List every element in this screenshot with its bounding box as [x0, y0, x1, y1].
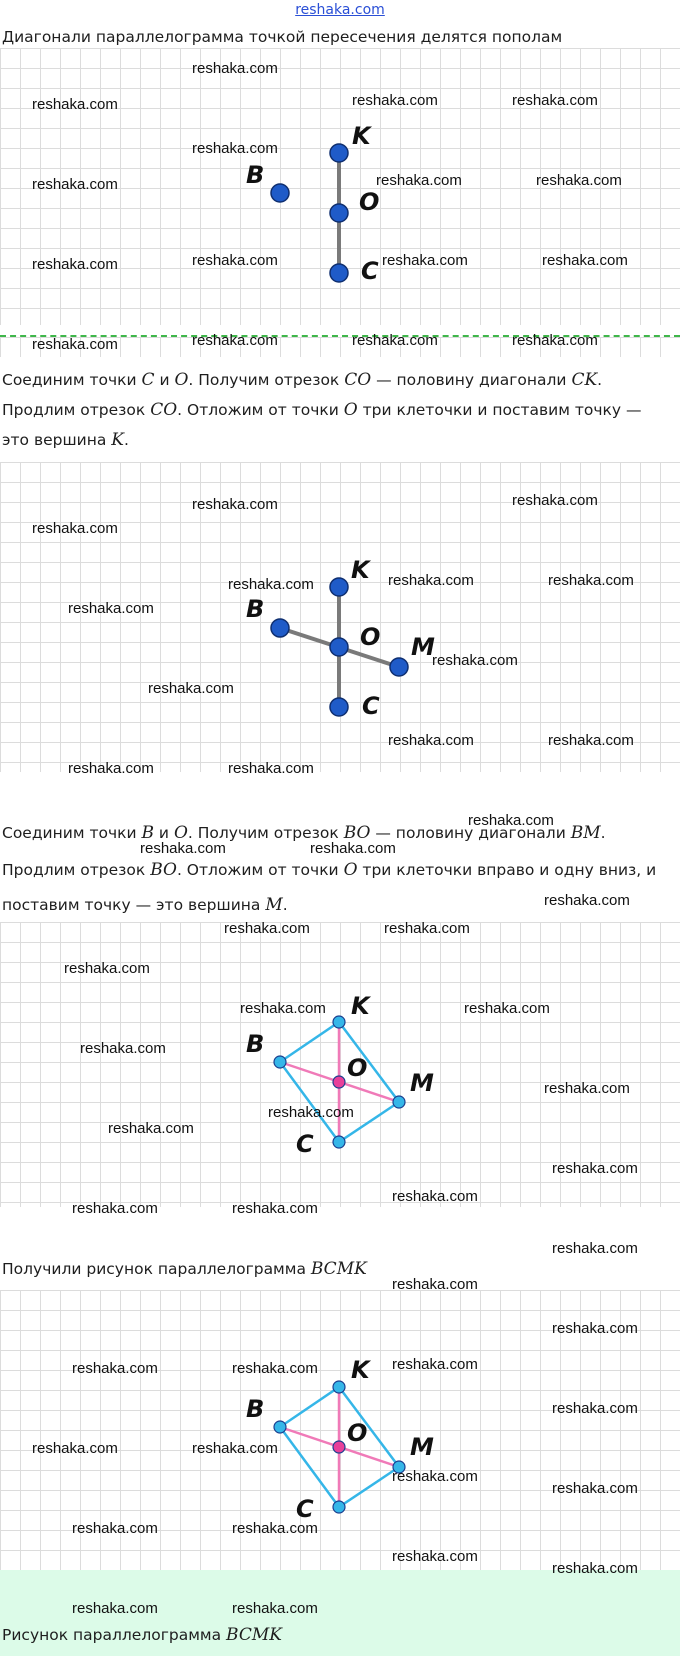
- watermark: reshaka.com: [512, 92, 598, 109]
- watermark: reshaka.com: [192, 496, 278, 513]
- label-o: O: [360, 623, 381, 651]
- watermark: reshaka.com: [32, 336, 118, 353]
- watermark: reshaka.com: [552, 1560, 638, 1577]
- watermark: reshaka.com: [392, 1468, 478, 1485]
- watermark: reshaka.com: [32, 96, 118, 113]
- watermark: reshaka.com: [108, 1120, 194, 1137]
- watermark: reshaka.com: [192, 1440, 278, 1457]
- label-k: K: [352, 122, 371, 150]
- watermark: reshaka.com: [382, 252, 468, 269]
- watermark: reshaka.com: [224, 920, 310, 937]
- watermark: reshaka.com: [552, 1320, 638, 1337]
- watermark: reshaka.com: [268, 1104, 354, 1121]
- watermark: reshaka.com: [192, 140, 278, 157]
- watermark: reshaka.com: [148, 680, 234, 697]
- watermark: reshaka.com: [72, 1520, 158, 1537]
- watermark: reshaka.com: [392, 1548, 478, 1565]
- watermark: reshaka.com: [542, 252, 628, 269]
- watermark: reshaka.com: [32, 520, 118, 537]
- point-k: [330, 144, 348, 162]
- step-1-line-3: это вершина K.: [2, 430, 129, 450]
- watermark: reshaka.com: [72, 1600, 158, 1617]
- label-b: B: [246, 161, 265, 189]
- label-k: K: [351, 992, 370, 1020]
- watermark: reshaka.com: [384, 920, 470, 937]
- watermark: reshaka.com: [552, 1400, 638, 1417]
- label-b: B: [246, 1395, 265, 1423]
- label-b: B: [246, 595, 265, 623]
- watermark: reshaka.com: [548, 732, 634, 749]
- watermark: reshaka.com: [392, 1188, 478, 1205]
- watermark: reshaka.com: [68, 600, 154, 617]
- watermark: reshaka.com: [232, 1520, 318, 1537]
- watermark: reshaka.com: [64, 960, 150, 977]
- watermark: reshaka.com: [72, 1360, 158, 1377]
- watermark: reshaka.com: [468, 812, 554, 829]
- point-o: [333, 1441, 345, 1453]
- watermark: reshaka.com: [544, 1080, 630, 1097]
- watermark: reshaka.com: [512, 492, 598, 509]
- watermark: reshaka.com: [388, 572, 474, 589]
- point-b: [274, 1421, 286, 1433]
- watermark: reshaka.com: [232, 1200, 318, 1217]
- label-o: O: [359, 188, 380, 216]
- label-o: O: [347, 1419, 368, 1447]
- point-m: [393, 1096, 405, 1108]
- point-o: [330, 638, 348, 656]
- watermark: reshaka.com: [376, 172, 462, 189]
- watermark: reshaka.com: [240, 1000, 326, 1017]
- label-m: M: [410, 1433, 434, 1461]
- watermark: reshaka.com: [192, 332, 278, 349]
- watermark: reshaka.com: [228, 760, 314, 777]
- point-k: [333, 1381, 345, 1393]
- point-k: [330, 578, 348, 596]
- watermark: reshaka.com: [552, 1480, 638, 1497]
- watermark: reshaka.com: [544, 892, 630, 909]
- label-c: C: [296, 1130, 314, 1158]
- watermark: reshaka.com: [232, 1600, 318, 1617]
- label-c: C: [362, 692, 380, 720]
- watermark: reshaka.com: [32, 176, 118, 193]
- watermark: reshaka.com: [72, 1200, 158, 1217]
- watermark: reshaka.com: [552, 1240, 638, 1257]
- watermark: reshaka.com: [352, 332, 438, 349]
- watermark: reshaka.com: [392, 1276, 478, 1293]
- watermark: reshaka.com: [140, 840, 226, 857]
- label-k: K: [351, 556, 370, 584]
- point-c: [330, 698, 348, 716]
- point-c: [330, 264, 348, 282]
- point-o: [333, 1076, 345, 1088]
- watermark: reshaka.com: [310, 840, 396, 857]
- point-b: [271, 184, 289, 202]
- watermark: reshaka.com: [192, 252, 278, 269]
- watermark: reshaka.com: [32, 1440, 118, 1457]
- step-2-line-2: Продлим отрезок BO. Отложим от точки O три клеточки вправо и одну вниз, и: [2, 860, 657, 880]
- point-o: [330, 204, 348, 222]
- watermark: reshaka.com: [512, 332, 598, 349]
- label-k: K: [351, 1356, 370, 1384]
- result-line: Получили рисунок параллелограмма BCMK: [2, 1259, 367, 1279]
- label-m: M: [410, 1069, 434, 1097]
- label-m: M: [411, 633, 435, 661]
- point-m: [390, 658, 408, 676]
- watermark: reshaka.com: [432, 652, 518, 669]
- label-o: O: [347, 1054, 368, 1082]
- point-b: [271, 619, 289, 637]
- watermark: reshaka.com: [80, 1040, 166, 1057]
- watermark: reshaka.com: [228, 576, 314, 593]
- label-c: C: [361, 257, 379, 285]
- watermark: reshaka.com: [192, 60, 278, 77]
- heading: Диагонали параллелограмма точкой пересечения делятся пополам: [2, 28, 563, 46]
- point-k: [333, 1016, 345, 1028]
- watermark: reshaka.com: [352, 92, 438, 109]
- watermark: reshaka.com: [548, 572, 634, 589]
- site-link[interactable]: reshaka.com: [295, 2, 385, 18]
- step-1-line-1: Соединим точки C и O. Получим отрезок CO — половину диагонали CK.: [2, 370, 603, 390]
- watermark: reshaka.com: [32, 256, 118, 273]
- watermark: reshaka.com: [552, 1160, 638, 1177]
- watermark: reshaka.com: [536, 172, 622, 189]
- point-c: [333, 1136, 345, 1148]
- label-c: C: [296, 1495, 314, 1523]
- step-2-line-3: поставим точку — это вершина M.: [2, 895, 288, 915]
- label-b: B: [246, 1030, 265, 1058]
- step-2-line-1: Соединим точки B и O. Получим отрезок BO — половину диагонали BM.: [2, 823, 606, 843]
- point-c: [333, 1501, 345, 1513]
- watermark: reshaka.com: [68, 760, 154, 777]
- point-b: [274, 1056, 286, 1068]
- watermark: reshaka.com: [388, 732, 474, 749]
- watermark: reshaka.com: [464, 1000, 550, 1017]
- caption: Рисунок параллелограмма BCMK: [2, 1625, 282, 1645]
- watermark: reshaka.com: [392, 1356, 478, 1373]
- watermark: reshaka.com: [232, 1360, 318, 1377]
- step-1-line-2: Продлим отрезок CO. Отложим от точки O три клеточки и поставим точку —: [2, 400, 642, 420]
